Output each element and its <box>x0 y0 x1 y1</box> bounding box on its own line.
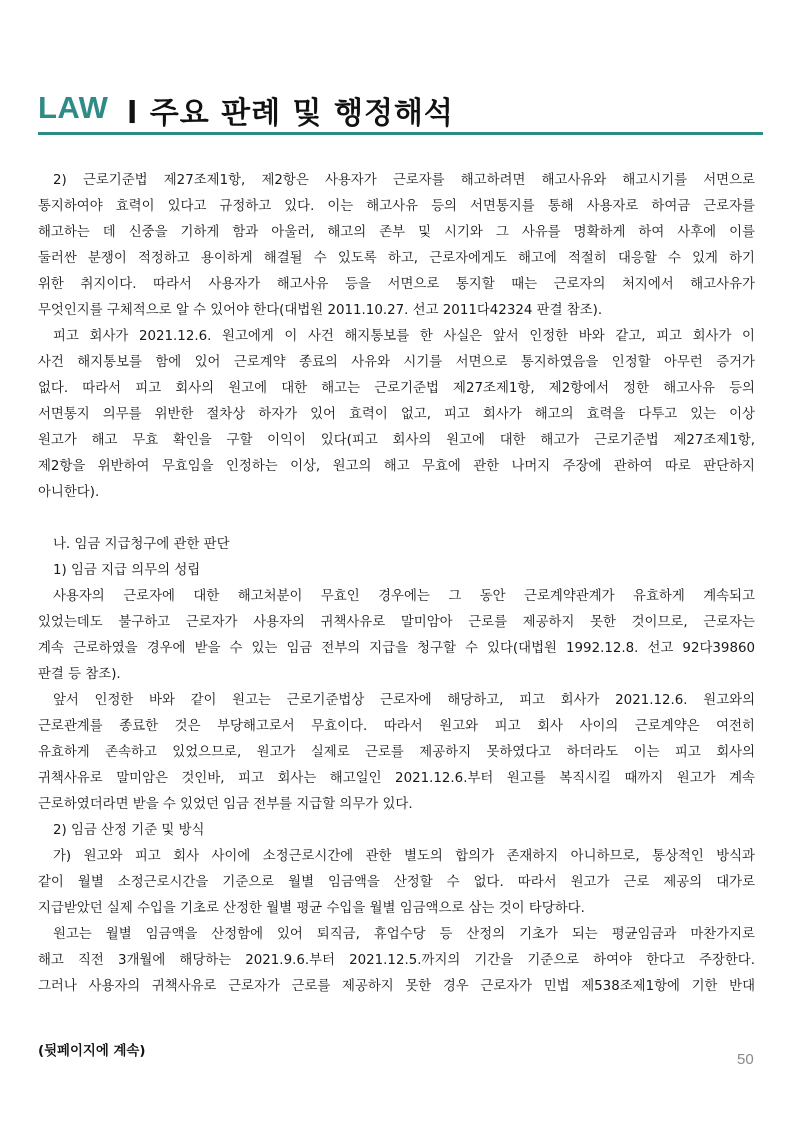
text-line: 피고 회사가 2021.12.6. 원고에게 이 사건 해지통보를 한 사실은 앞서 인정한 바와 같고, 피고 회사가 이 <box>53 329 755 344</box>
text-line: 무엇인지를 구체적으로 알 수 있어야 한다(대법원 2011.10.27. 선고 2011다42324 판결 참조). <box>38 303 603 318</box>
page-number: 50 <box>737 1051 754 1068</box>
text-line: 계속 근로하였을 경우에 받을 수 있는 임금 전부의 지급을 청구할 수 있다(대법원 1992.12.8. 선고 92다39860 <box>38 641 755 656</box>
text-line: 해고 직전 3개월에 해당하는 2021.9.6.부터 2021.12.5.까지의 기간을 기준으로 하여야 한다고 주장한다. <box>38 953 755 968</box>
text-line: 해고하는 데 신중을 기하게 함과 아울러, 해고의 존부 및 시기와 그 사유를 명확하게 하여 사후에 이를 <box>38 225 755 240</box>
text-line: 아니한다). <box>38 485 100 500</box>
page-title: l 주요 판례 및 행정해석 <box>127 96 454 131</box>
section-label: LAW <box>38 90 109 125</box>
text-line: 그러나 사용자의 귀책사유로 근로자가 근로를 제공하지 못한 경우 근로자가 민법 제538조제1항에 기한 반대 <box>38 979 755 994</box>
blank-line <box>38 506 755 532</box>
text-line: 없다. 따라서 피고 회사의 원고에 대한 해고는 근로기준법 제27조제1항, 제2항에서 정한 해고사유 등의 <box>38 381 755 396</box>
text-line: 가) 원고와 피고 회사 사이에 소정근로시간에 관한 별도의 합의가 존재하지 아니하므로, 통상적인 방식과 <box>53 849 755 864</box>
text-line: 제2항을 위반하여 무효임을 인정하는 이상, 원고의 해고 무효에 관한 나머지 주장에 관하여 따로 판단하지 <box>38 459 755 474</box>
subsection-heading: 2) 임금 산정 기준 및 방식 <box>53 823 205 838</box>
text-line: 귀책사유로 말미암은 것인바, 피고 회사는 해고일인 2021.12.6.부터 원고를 복직시킬 때까지 원고가 계속 <box>38 771 755 786</box>
section-heading: 나. 임금 지급청구에 관한 판단 <box>53 537 230 552</box>
text-line: 같이 월별 소정근로시간을 기준으로 월별 임금액을 산정할 수 없다. 따라서 원고가 근로 제공의 대가로 <box>38 875 755 890</box>
text-line: 위한 취지이다. 따라서 사용자가 해고사유 등을 서면으로 통지할 때는 근로자의 처지에서 해고사유가 <box>38 277 755 292</box>
text-line: 유효하게 존속하고 있었으므로, 원고가 실제로 근로를 제공하지 못하였다고 하더라도 이는 피고 회사의 <box>38 745 755 760</box>
text-line: 사건 해지통보를 함에 있어 근로계약 종료의 사유와 시기를 서면으로 통지하였음을 인정할 아무런 증거가 <box>38 355 755 370</box>
text-line: 사용자의 근로자에 대한 해고처분이 무효인 경우에는 그 동안 근로계약관계가 유효하게 계속되고 <box>53 589 755 604</box>
subsection-heading: 1) 임금 지급 의무의 성립 <box>53 563 201 578</box>
continued-note: (뒷페이지에 계속) <box>38 1044 146 1059</box>
text-line: 원고는 월별 임금액을 산정함에 있어 퇴직금, 휴업수당 등 산정의 기초가 되는 평균임금과 마찬가지로 <box>53 927 755 942</box>
text-line: 2) 근로기준법 제27조제1항, 제2항은 사용자가 근로자를 해고하려면 해고사유와 해고시기를 서면으로 <box>53 173 755 188</box>
text-line: 근로관계를 종료한 것은 부당해고로서 무효이다. 따라서 원고와 피고 회사 사이의 근로계약은 여전히 <box>38 719 755 734</box>
text-line: 통지하여야 효력이 있다고 규정하고 있다. 이는 해고사유 등의 서면통지를 통해 사용자로 하여금 근로자를 <box>38 199 755 214</box>
text-line: 있었는데도 불구하고 근로자가 사용자의 귀책사유로 말미암아 근로를 제공하지 못한 것이므로, 근로자는 <box>38 615 755 630</box>
text-line: 앞서 인정한 바와 같이 원고는 근로기준법상 근로자에 해당하고, 피고 회사가 2021.12.6. 원고와의 <box>53 693 755 708</box>
text-line: 원고가 해고 무효 확인을 구할 이익이 있다(피고 회사의 원고에 대한 해고가 근로기준법 제27조제1항, <box>38 433 755 448</box>
header-divider <box>38 132 763 135</box>
document-body <box>38 168 755 1000</box>
text-line: 근로하였더라면 받을 수 있었던 임금 전부를 지급할 의무가 있다. <box>38 797 413 812</box>
page-header <box>38 84 763 134</box>
text-line: 둘러싼 분쟁이 적정하고 용이하게 해결될 수 있도록 하고, 근로자에게도 해고에 적절히 대응할 수 있게 하기 <box>38 251 755 266</box>
text-line: 판결 등 참조). <box>38 667 121 682</box>
text-line: 서면통지 의무를 위반한 절차상 하자가 있어 효력이 없고, 피고 회사가 해고의 효력을 다투고 있는 이상 <box>38 407 755 422</box>
text-line: 지급받았던 실제 수입을 기초로 산정한 월별 평균 수입을 월별 임금액으로 삼는 것이 타당하다. <box>38 901 585 916</box>
